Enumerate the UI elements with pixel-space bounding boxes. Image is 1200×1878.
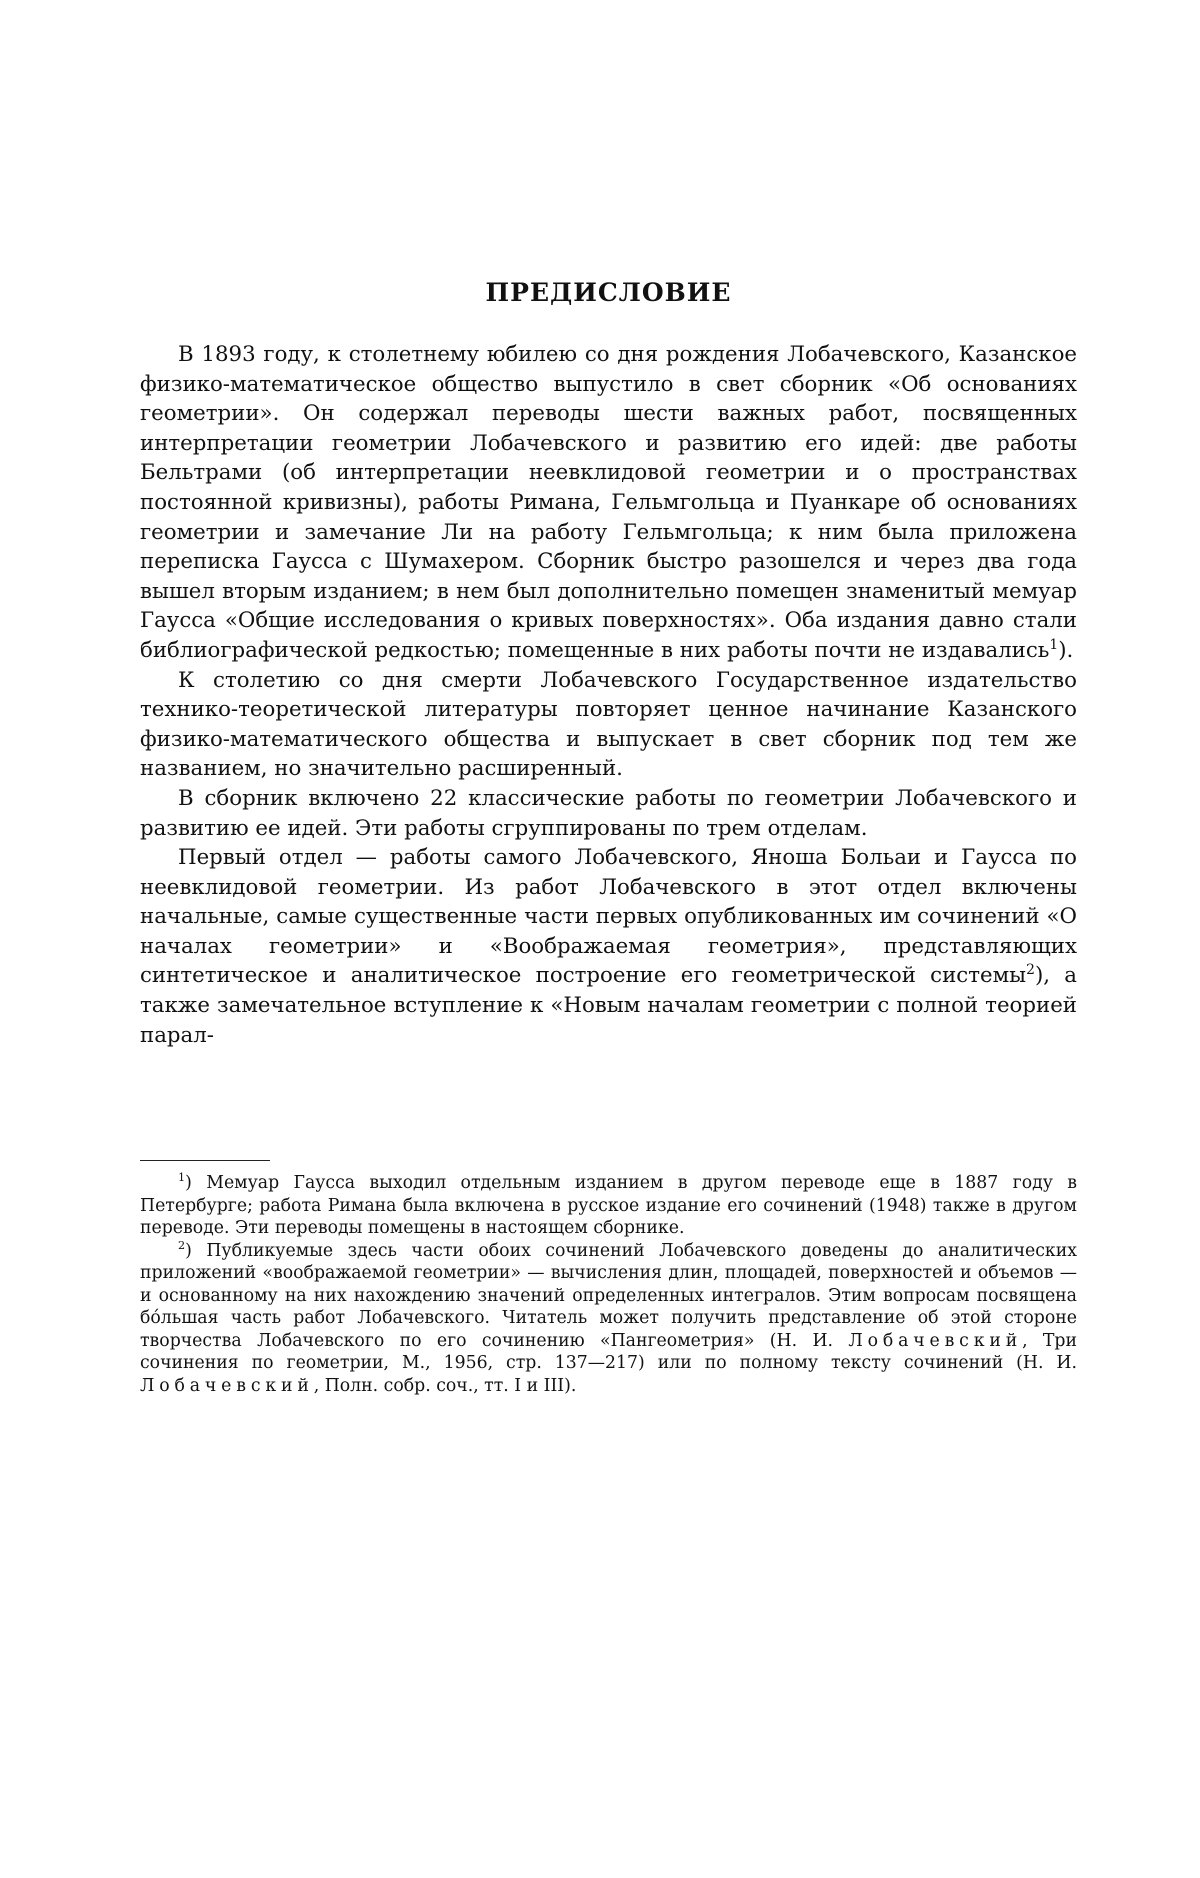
paragraph-1-end: ). <box>1058 637 1074 663</box>
paragraph-1 <box>140 340 1077 666</box>
footnote-1-mark: 1 <box>178 1171 186 1185</box>
footnotes <box>140 1172 1077 1397</box>
footnote-2 <box>140 1240 1077 1398</box>
author-name-2: Лобачевский <box>140 1375 314 1396</box>
paragraph-4-text: Первый отдел — работы самого Лобачевского, Яноша Больаи и Гаусса по неевклидовой геометрии. Из работ Лобачевского в этот отдел включены начальные, самые существенные части первых опубликованных им сочинений «О началах геометрии» и «Воображаемая геометрия», представляющих синтетическое и аналитическое построение его геометрической системы <box>140 845 1077 989</box>
footnote-ref-1: 1 <box>1049 636 1059 653</box>
footnote-divider <box>140 1160 270 1161</box>
footnote-1 <box>140 1172 1077 1240</box>
paragraph-1-text: В 1893 году, к столетнему юбилею со дня рождения Лобачевского, Казанское физико-математическое общество выпустило в свет сборник «Об основаниях геометрии». Он содержал переводы шести важных работ, посвященных интерпретации геометрии Лобачевского и развитию его идей: две работы Бельтрами (об интерпретации неевклидовой геометрии и о пространствах постоянной кривизны), работы Римана, Гельмгольца и Пуанкаре об основаниях геометрии и замечание Ли на работу Гельмгольца; к ним была приложена переписка Гаусса с Шумахером. Сборник быстро разошелся и через два года вышел вторым изданием; в нем был дополнительно помещен знаменитый мемуар Гаусса «Общие исследования о кривых поверхностях». Оба издания давно стали библиографической редкостью; помещенные в них работы почти не издавались <box>140 342 1077 663</box>
page-title: ПРЕДИСЛОВИЕ <box>485 278 732 307</box>
footnote-ref-2: 2 <box>1026 962 1035 979</box>
paragraph-3: В сборник включено 22 классические работы по геометрии Лобачевского и развитию ее идей. Эти работы сгруппированы по трем отделам. <box>140 785 1077 841</box>
footnote-1-text: ) Мемуар Гаусса выходил отдельным изданием в другом переводе еще в 1887 году в Петербурге; работа Римана была включена в русское издание его сочинений (1948) также в другом переводе. Эти переводы помещены в настоящем сборнике. <box>140 1173 1077 1238</box>
footnote-2-mark: 2 <box>178 1238 186 1252</box>
paragraph-4 <box>140 843 1077 1050</box>
preface-body <box>140 340 1077 1050</box>
footnote-2-text-c: , Полн. собр. соч., тт. I и III). <box>313 1375 577 1396</box>
paragraph-2: К столетию со дня смерти Лобачевского Государственное издательство технико-теоретической литературы повторяет ценное начинание Казанского физико-математического общества и выпускает в свет сборник под тем же названием, но значительно расширенный. <box>140 667 1077 782</box>
paragraph-4-end: ), а также замечательное вступление к «Новым началам геометрии с полной теорией парал- <box>140 963 1077 1048</box>
footnote-2-text-a: ) Публикуемые здесь части обоих сочинений Лобачевского доведены до аналитических приложений «воображаемой геометрии» — вычисления длин, площадей, поверхностей и объемов — и основанному на них нахождению значений определенных интегралов. Этим вопросам посвящена бóльшая часть работ Лобачевского. Читатель может получить представление об этой стороне творчества Лобачевского по его сочинению «Пангеометрия» (Н. И. <box>140 1240 1077 1351</box>
footnote-2-text-b: , Три сочинения по геометрии, М., 1956, стр. 137—217) или по полному тексту сочинений (Н. И. <box>140 1330 1077 1373</box>
author-name-1: Лобачевский <box>848 1330 1023 1351</box>
